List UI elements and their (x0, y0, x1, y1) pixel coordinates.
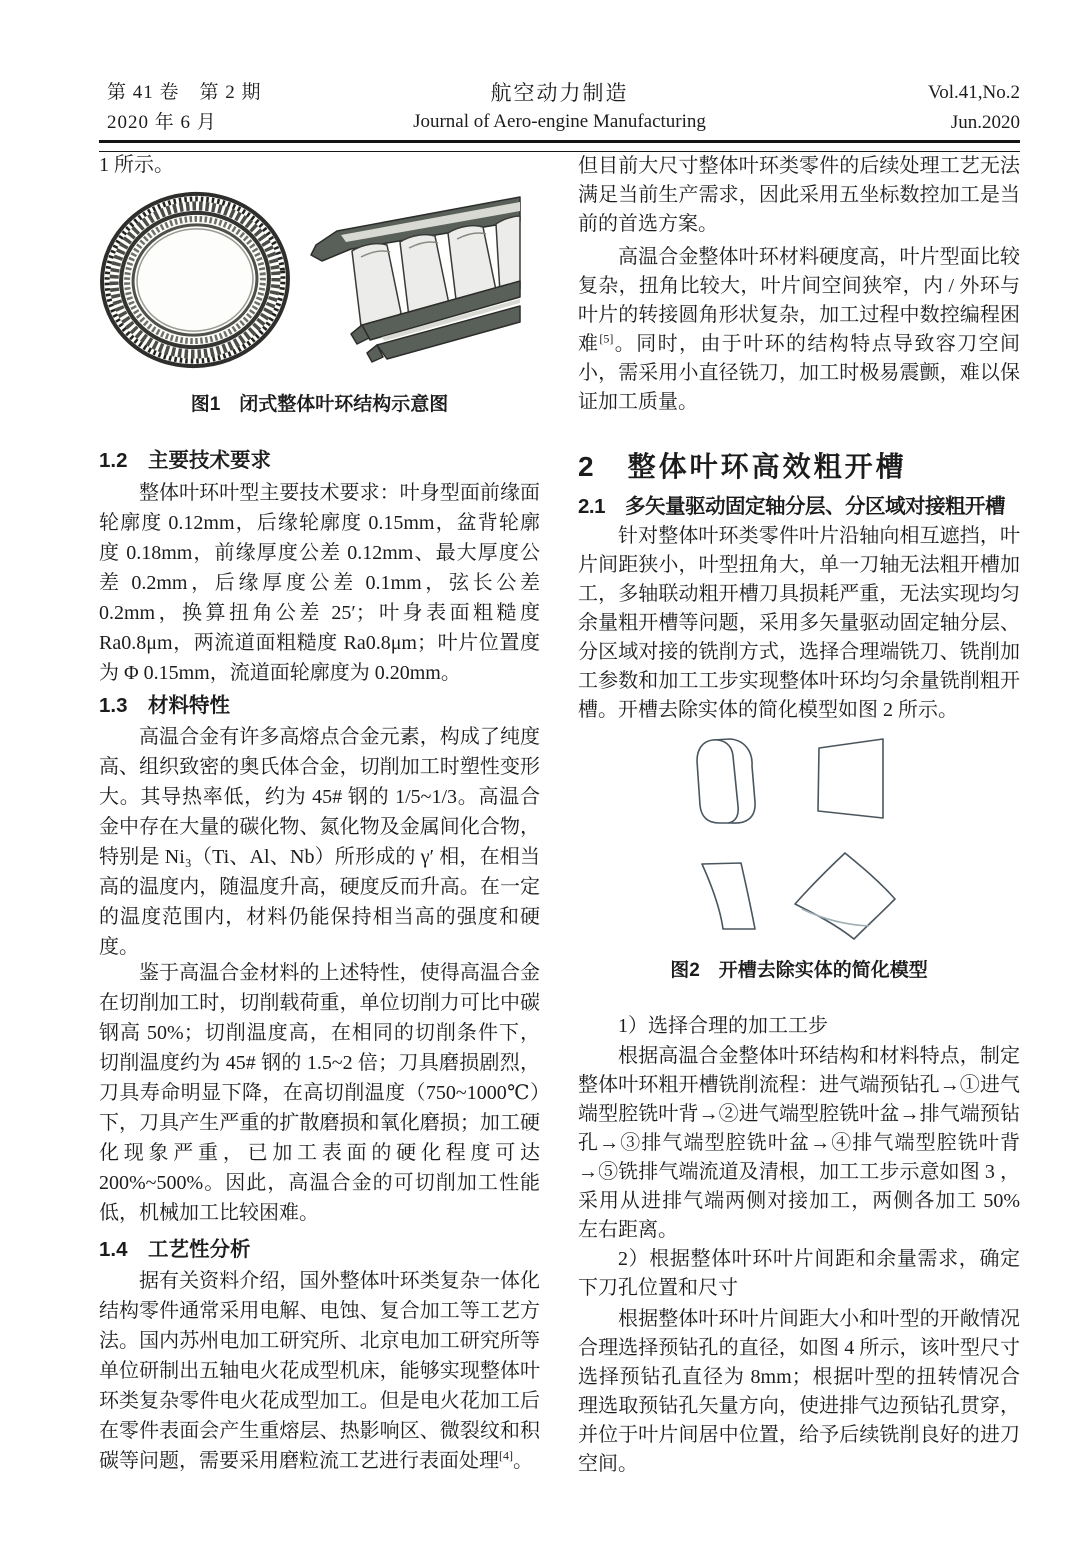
issue-date-en: Jun.2020 (950, 112, 1020, 133)
model-shape-inner-curve (802, 909, 869, 926)
section-2-heading: 2 整体叶环高效粗开槽 (578, 451, 907, 482)
paragraph-text: 。 (513, 1450, 533, 1472)
blade-ring-front-view (99, 185, 296, 375)
step1-paragraph: 根据高温合金整体叶环结构和材料特点，制定整体叶环粗开槽铣削流程：进气端预钻孔→①进气端型腔铣叶背→②进气端型腔铣叶盆→排气端预钻孔→③排气端型腔铣叶盆→④排气端型腔铣叶背→⑤铣排气端流道及清根，加工工步示意如图 3 ，采用从进排气端两侧对接加工，两侧各加工 50% 左右距离。 (578, 1045, 1020, 1241)
paragraph-material-difficulty (578, 243, 1020, 417)
blade-ring-illustration (99, 185, 540, 380)
paragraph-cnc-choice: 但目前大尺寸整体叶环类零件的后续处理工艺无法满足当前生产需求，因此采用五坐标数控加工是当前的首选方案。 (578, 155, 1020, 235)
step2-title: 2）根据整体叶环叶片间距和余量需求，确定下刀孔位置和尺寸 (578, 1248, 1020, 1299)
issue-number: 第 41 卷 第 2 期 (107, 82, 262, 103)
journal-title-en: Journal of Aero-engine Manufacturing (413, 111, 706, 132)
model-shape-slab-front (697, 740, 738, 823)
figure2-caption: 图2 开槽去除实体的简化模型 (670, 960, 928, 981)
right-column (578, 0, 1020, 1546)
section-1-3-paragraph-1: 高温合金有许多高熔点合金元素，构成了纯度高、组织致密的奥氏体合金，切削加工时塑性变形大。其导热率低，约为 45# 钢的 1/5~1/3。高温合金中存在大量的碳化物、氮化物及金属间化合物，特别是 Ni₃（Ti、Al、Nb）所形成的 γ′ 相，在相当高的温度内，随温度升高，硬度反而升高。在一定的温度范围内，材料仍能保持相当高的强度和硬度。 (99, 726, 540, 958)
section-1-2-heading: 1.2 主要技术要求 (99, 449, 271, 472)
section-1-4-paragraph (99, 1266, 540, 1476)
reference-5: [5] (599, 331, 614, 346)
model-shape-twisted-segment (795, 853, 895, 939)
figure1-image (99, 185, 540, 380)
model-shape-curved-block (702, 863, 755, 929)
section-2-1-paragraph: 针对整体叶环类零件叶片沿轴向相互遮挡，叶片间距狭小，叶型扭角大，单一刀轴无法粗开槽加工，多轴联动粗开槽刀具损耗严重，无法实现均匀余量粗开槽等问题，采用多矢量驱动固定轴分层、分区域对接的铣削方式，选择合理端铣刀、铣削加工参数和加工工步实现整体叶环均匀余量铣削粗开槽。开槽去除实体的简化模型如图 2 所示。 (578, 525, 1020, 721)
paragraph-text: 高温合金整体叶环材料硬度高，叶片型面比较复杂，扭角比较大，叶片间空间狭窄，内 / 外环与叶片的转接圆角形状复杂，加工过程中数控编程困难 (578, 246, 1020, 355)
paragraph-text: 。同时，由于叶环的结构特点导致容刀空间小，需采用小直径铣刀，加工时极易震颤，难以保证加工质量。 (578, 333, 1021, 413)
figure2-image (578, 728, 1020, 953)
section-2-1-heading: 2.1 多矢量驱动固定轴分层、分区域对接粗开槽 (578, 495, 1005, 518)
section-1-4-heading: 1.4 工艺性分析 (99, 1238, 251, 1261)
section-1-3-heading: 1.3 材料特性 (99, 694, 230, 717)
figure1-caption: 图1 闭式整体叶环结构示意图 (190, 394, 449, 415)
volume-number: Vol.41,No.2 (927, 82, 1020, 103)
section-1-3-paragraph-2: 鉴于高温合金材料的上述特性，使得高温合金在切削加工时，切削载荷重，单位切削力可比中碳钢高 50%；切削温度高，在相同的切削条件下，切削温度约为 45# 钢的 1.5~2 倍；刀具磨损剧烈，刀具寿命明显下降，在高切削温度（750~1000℃）下，刀具产生严重的扩散磨损和氧化磨损；加工硬化现象严重，已加工表面的硬化程度可达 200%~500%。因此，高温合金的可切削加工性能低，机械加工比较困难。 (99, 962, 540, 1224)
journal-title-cn: 航空动力制造 (490, 81, 629, 105)
issue-date-cn: 2020 年 6 月 (107, 112, 217, 133)
blade-ring-section-view (311, 197, 520, 362)
step1-title: 1）选择合理的加工工步 (618, 1015, 828, 1037)
model-shape-trapezoid (818, 739, 883, 818)
slot-removal-model-illustration (578, 728, 1020, 953)
paragraph-continuation-from-previous-page: 1 所示。 (99, 154, 174, 176)
reference-4: [4] (499, 1448, 513, 1463)
paragraph-text: 据有关资料介绍，国外整体叶环类复杂一体化结构零件通常采用电解、电蚀、复合加工等工艺方法。国内苏州电加工研究所、北京电加工研究所等单位研制出五轴电火花成型机床，能够实现整体叶环类复杂零件电火花成型加工。但是电火花加工后在零件表面会产生重熔层、热影响区、微裂纹和积碳等问题，需要采用磨粒流工艺进行表面处理 (99, 1270, 540, 1472)
left-column (99, 0, 540, 1546)
section-1-2-paragraph: 整体叶环叶型主要技术要求：叶身型面前缘面轮廓度 0.12mm，后缘轮廓度 0.15mm，盆背轮廓度 0.18mm，前缘厚度公差 0.12mm、最大厚度公差 0.2mm，后缘厚度公差 0.1mm，弦长公差 0.2mm，换算扭角公差 25′；叶身表面粗糙度 Ra0.8μm，两流道面粗糙度 Ra0.8μm；叶片位置度为 Φ 0.15mm，流道面轮廓度为 0.20mm。 (99, 482, 540, 684)
step2-paragraph: 根据整体叶环叶片间距大小和叶型的开敞情况合理选择预钻孔的直径，如图 4 所示，该叶型尺寸选择预钻孔直径为 8mm；根据叶型的扭转情况合理选取预钻孔矢量方向，使进排气边预钻孔贯穿，并位于叶片间居中位置，给予后续铣削良好的进刀空间。 (578, 1308, 1020, 1475)
